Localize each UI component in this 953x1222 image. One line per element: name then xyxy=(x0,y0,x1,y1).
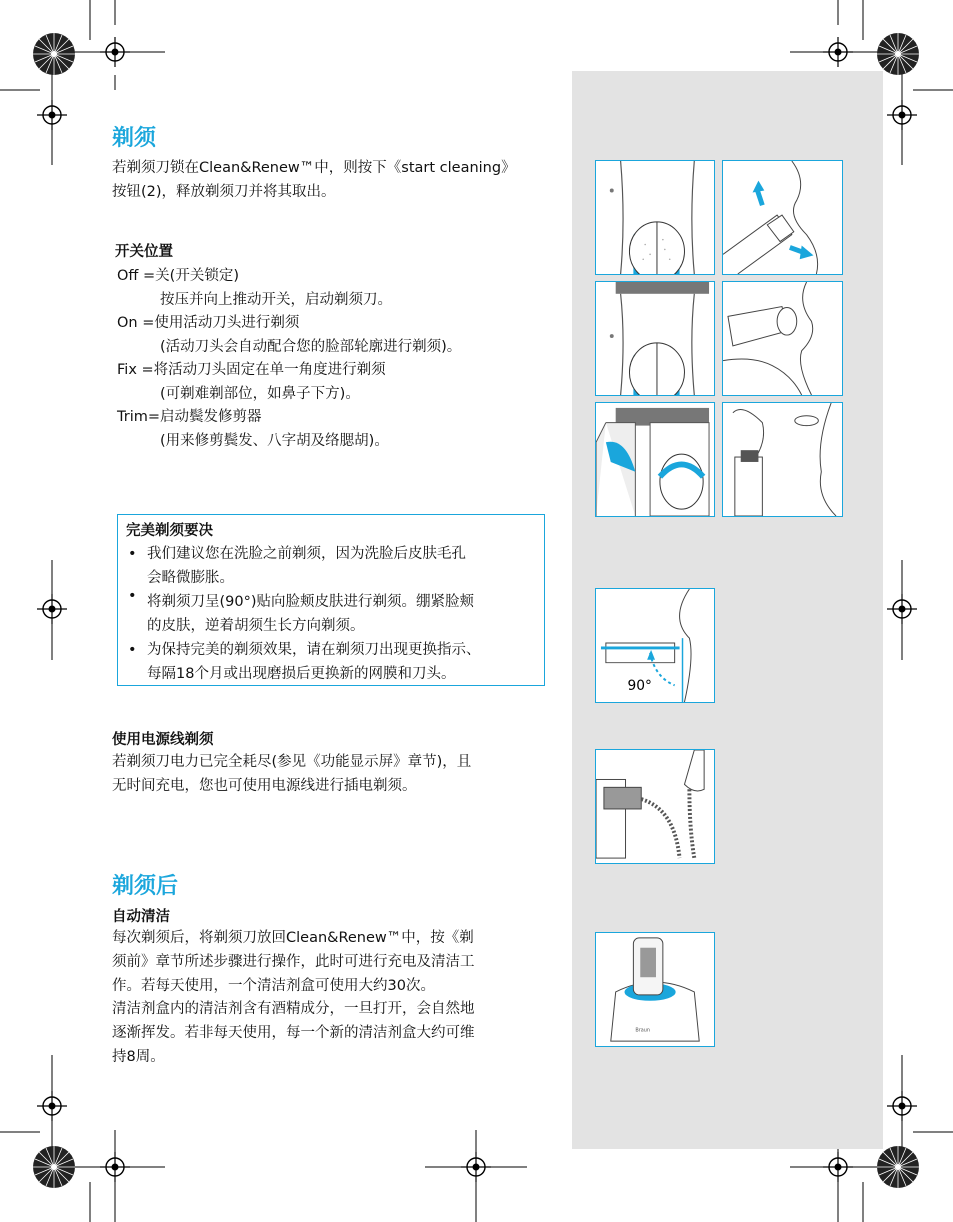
tip-line: 我们建议您在洗脸之前剃须，因为洗脸后皮肤毛孔 xyxy=(147,546,466,562)
auto-clean-line: 须前》章节所述步骤进行操作，此时可进行充电及清洁工 xyxy=(112,954,475,970)
tip-item xyxy=(126,542,534,590)
switch-trim-note: (用来修剪鬓发、八字胡及络腮胡)。 xyxy=(160,433,389,449)
figure-shaving-jaw xyxy=(722,160,843,275)
switch-positions-title: 开关位置 xyxy=(115,244,173,260)
tip-item xyxy=(126,590,534,638)
auto-clean-line: 持8周。 xyxy=(112,1049,165,1065)
figure-trimming-sideburn xyxy=(722,402,843,517)
figure-90-degree xyxy=(595,588,715,703)
bullet: • xyxy=(128,546,137,562)
switch-fix-label: Fix =将活动刀头固定在单一角度进行剃须 xyxy=(117,362,386,378)
bullet: • xyxy=(128,642,137,658)
figure-shaving-lip xyxy=(722,281,843,396)
intro-line-2: 按钮(2)，释放剃须刀并将其取出。 xyxy=(112,184,336,200)
angle-label: 90° xyxy=(627,678,652,695)
switch-on-label: On =使用活动刀头进行剃须 xyxy=(117,315,300,331)
auto-clean-line: 逐渐挥发。若非每天使用，每一个新的清洁剂盒大约可维 xyxy=(112,1025,475,1041)
section-title-after-shaving: 剃须后 xyxy=(112,874,179,899)
cord-line-2: 无时间充电，您也可使用电源线进行插电剃须。 xyxy=(112,778,417,794)
cord-shaving-title: 使用电源线剃须 xyxy=(112,732,214,748)
figure-shaver-on xyxy=(595,281,715,396)
switch-off-note: 按压并向上推动开关，启动剃须刀。 xyxy=(160,292,392,308)
tip-line: 为保持完美的剃须效果，请在剃须刀出现更换指示、 xyxy=(147,642,481,658)
auto-clean-line: 清洁剂盒内的清洁剂含有酒精成分，一旦打开，会自然地 xyxy=(112,1001,475,1017)
tip-line: 会略微膨胀。 xyxy=(147,570,234,586)
tip-item xyxy=(126,638,534,686)
tip-line: 的皮肤，逆着胡须生长方向剃须。 xyxy=(147,618,365,634)
brand-mark: Braun xyxy=(635,1027,650,1034)
figure-shaver-off xyxy=(595,160,715,275)
bullet: • xyxy=(128,588,137,604)
tip-line: 将剃须刀呈(90°)贴向脸颊皮肤进行剃须。绷紧脸颊 xyxy=(147,594,475,610)
figure-trimmer xyxy=(595,402,715,517)
auto-clean-line: 作。若每天使用，一个清洁剂盒可使用大约30次。 xyxy=(112,978,435,994)
intro-line-1: 若剃须刀锁在Clean&Renew™中，则按下《start cleaning》 xyxy=(112,160,516,176)
section-title-shaving: 剃须 xyxy=(112,126,157,151)
shaving-tips-box xyxy=(117,514,545,686)
cord-line-1: 若剃须刀电力已完全耗尽(参见《功能显示屏》章节)，且 xyxy=(112,754,472,770)
switch-fix-note: (可剃难剃部位，如鼻子下方)。 xyxy=(160,386,360,402)
figure-power-cord xyxy=(595,749,715,864)
tips-title: 完美剃须要决 xyxy=(126,523,213,539)
switch-off-label: Off =关(开关锁定) xyxy=(117,268,239,284)
auto-clean-line: 每次剃须后，将剃须刀放回Clean&Renew™中，按《剃 xyxy=(112,930,474,946)
auto-clean-title: 自动清洁 xyxy=(112,909,170,925)
tip-line: 每隔18个月或出现磨损后更换新的网膜和刀头。 xyxy=(147,666,456,682)
figure-clean-renew-station xyxy=(595,932,715,1047)
switch-trim-label: Trim=启动鬓发修剪器 xyxy=(117,409,262,425)
switch-on-note: (活动刀头会自动配合您的脸部轮廓进行剃须)。 xyxy=(160,339,462,355)
